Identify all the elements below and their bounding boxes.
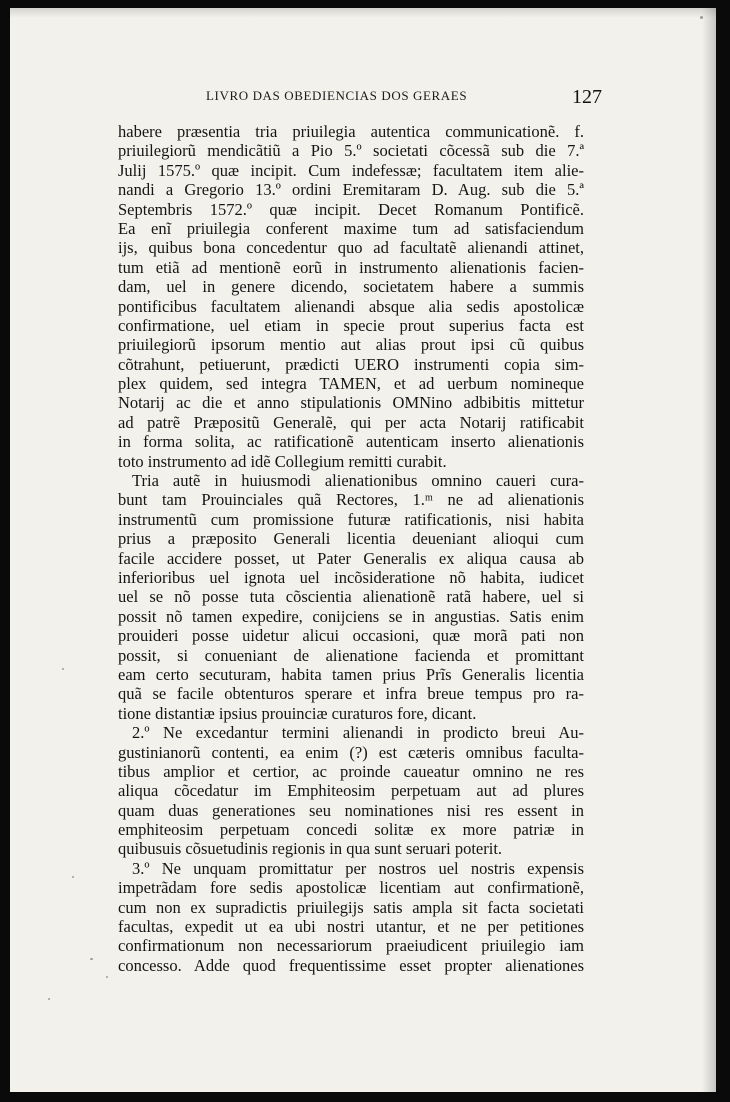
text-line: gustinianorũ contenti, ea enim (?) est cæteris omnibus faculta-	[118, 742, 584, 762]
text-line: pontificibus facultatem alienandi absque alia sedis apostolicæ	[118, 296, 584, 316]
paper-speck	[62, 668, 64, 670]
text-line: toto instrumento ad idẽ Collegium remitti curabit.	[118, 451, 447, 471]
text-line: habere præsentia tria priuilegia autentica communicationẽ. f.	[118, 122, 584, 141]
text-line: tum etiã ad mentionẽ eorũ in instrumento alienationis facien-	[118, 257, 584, 277]
text-line: Julij 1575.º quæ incipit. Cum indefessæ; facultatem item alie-	[118, 160, 584, 180]
paper-speck	[106, 976, 108, 978]
text-line: eam certo secuturam, habita tamen prius Prĩs Generalis licentia	[118, 664, 584, 684]
text-line: facile accidere posset, ut Pater Generalis ex aliqua causa ab	[118, 548, 584, 568]
text-line: prius a præposito Generali licentia deueniant alioqui cum	[118, 529, 584, 549]
text-line: quibusuis cõsuetudinis regionis in qua sunt seruari poterit.	[118, 839, 503, 859]
text-line: concesso. Adde quod frequentissime esset propter alienationes	[118, 955, 584, 975]
text-line: bunt tam Prouinciales quã Rectores, 1.ᵐ ne ad alienationis	[118, 490, 584, 510]
text-line: confirmationum non necessariorum praeiudicent priuilegio iam	[118, 936, 584, 956]
text-line: plex quidem, sed integra TAMEN, et ad uerbum nomineque	[118, 374, 584, 394]
paper-speck	[90, 958, 93, 960]
text-line: facultas, expedit ut ea ubi nostri utantur, et ne per petitiones	[118, 917, 584, 937]
text-line: impetrãdam fore sedis apostolicæ licentiam aut confirmationẽ,	[118, 878, 584, 898]
text-line: priuilegiorũ ipsorum mentio aut alias prout ipsi cũ quibus	[118, 335, 584, 355]
body-text	[118, 122, 584, 975]
text-line: Septembris 1572.º quæ incipit. Decet Romanum Pontificẽ.	[118, 199, 584, 219]
paper-speck	[72, 876, 74, 878]
book-page	[10, 8, 716, 1092]
text-line: Tria autẽ in huiusmodi alienationibus omnino caueri cura-	[132, 471, 584, 491]
text-line: possit, si conueniant de alienatione facienda et promittant	[118, 645, 584, 665]
paper-speck	[700, 16, 703, 19]
text-line: nandi a Gregorio 13.º ordini Eremitaram D. Aug. sub die 5.ª	[118, 180, 584, 200]
text-line: cum non ex supradictis priuilegijs satis ampla sit facta societati	[118, 897, 584, 917]
text-line: ijs, quibus bona concedentur quo ad facultatẽ alienandi attinet,	[118, 238, 584, 258]
page-top-shadow	[10, 8, 716, 18]
text-line: aliqua cõcedatur im Emphiteosim perpetuam aut ad plures	[118, 781, 584, 801]
text-line: instrumentũ cum promissione futuræ ratificationis, nisi habita	[118, 509, 584, 529]
paper-speck	[48, 998, 50, 1000]
text-line: uel se nõ posse tuta cõscientia alienationẽ ratã habere, uel si	[118, 587, 584, 607]
page-number: 127	[572, 86, 602, 108]
running-title: LIVRO DAS OBEDIENCIAS DOS GERAES	[206, 88, 468, 103]
text-line: possit nõ tamen expedire, conijciens se in angustias. Satis enim	[118, 606, 584, 626]
text-line: quã se facile obtenturos sperare et infra breue tempus pro ra-	[118, 684, 584, 704]
text-line: priuilegiorũ mendicãtiũ a Pio 5.º societati cõcessã sub die 7.ª	[118, 141, 584, 161]
text-line: emphiteosim perpetuam concedi solitæ ex more patriæ in	[118, 820, 584, 840]
running-head	[10, 86, 716, 110]
text-line: 2.º Ne excedantur termini alienandi in prodicto breui Au-	[132, 723, 584, 743]
text-line: tione distantiæ ipsius prouinciæ curaturos fore, dicant.	[118, 703, 477, 723]
text-line: 3.º Ne unquam promittatur per nostros uel nostris expensis	[132, 858, 584, 878]
page-edge-shadow	[702, 8, 716, 1092]
text-line: dam, uel in genere dicendo, societatem habere a summis	[118, 277, 584, 297]
text-line: ad patrẽ Præpositũ Generalẽ, qui per acta Notarij ratificabit	[118, 412, 584, 432]
text-line: Ea enĩ priuilegia conferent maxime tum ad satisfaciendum	[118, 218, 584, 238]
text-line: in forma solita, ac ratificationẽ autenticam inserto alienationis	[118, 432, 584, 452]
text-line: prouideri posse uidetur alicui occasioni, quæ morã pati non	[118, 626, 584, 646]
text-line: tibus amplior et certior, ac proinde caueatur omnino ne res	[118, 761, 584, 781]
text-line: quam duas generationes seu nominationes nisi res essent in	[118, 800, 584, 820]
text-line: confirmatione, uel etiam in specie prout superius facta est	[118, 315, 584, 335]
text-line: Notarij ac die et anno stipulationis OMNino adbibitis mittetur	[118, 393, 584, 413]
text-line: inferioribus uel ignota uel incõsideratione nõ habita, iudicet	[118, 567, 584, 587]
text-line: cõtrahunt, petiuerunt, prædicti UERO instrumenti copia sim-	[118, 354, 584, 374]
